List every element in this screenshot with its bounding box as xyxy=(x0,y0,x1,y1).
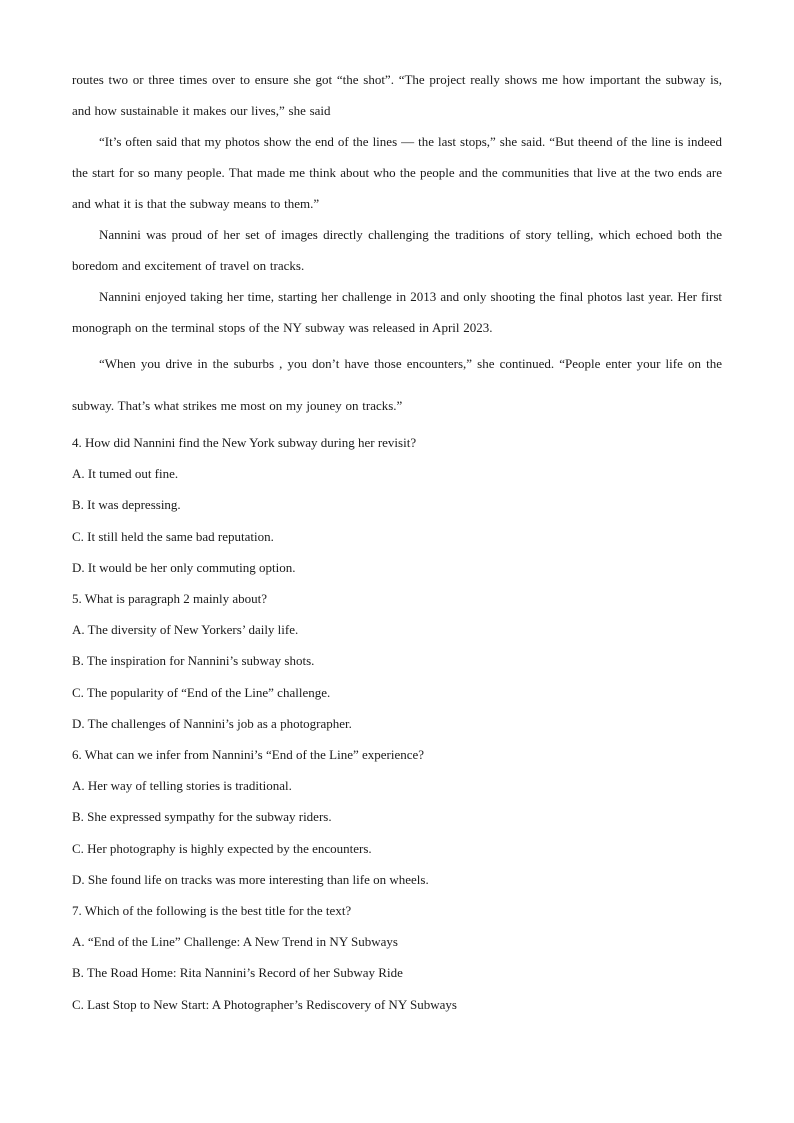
option-d: D. It would be her only commuting option. xyxy=(72,559,296,575)
question-7 xyxy=(72,895,722,1020)
option-c: C. It still held the same bad reputation. xyxy=(72,528,274,544)
passage-paragraph-3: Nannini was proud of her set of images directly challenging the traditions of story telling, which echoed both the boredom and excitement of travel on tracks. xyxy=(72,227,722,273)
question-stem: 4. How did Nannini find the New York subway during her revisit? xyxy=(72,435,417,450)
option-b: B. It was depressing. xyxy=(72,497,181,513)
option-a: A. The diversity of New Yorkers’ daily life. xyxy=(72,622,299,638)
option-c: C. Last Stop to New Start: A Photographer’s Rediscovery of NY Subways xyxy=(72,996,457,1012)
option-a: A. “End of the Line” Challenge: A New Trend in NY Subways xyxy=(72,934,398,950)
passage-paragraph-1: routes two or three times over to ensure she got “the shot”. “The project really shows me how important the subway is, and how sustainable it makes our lives,” she said xyxy=(72,72,722,118)
passage-paragraph-5: “When you drive in the suburbs , you don’t have those encounters,” she continued. “People enter your life on the subway. That’s what strikes me most on my jouney on tracks.” xyxy=(72,356,722,413)
option-d: D. She found life on tracks was more interesting than life on wheels. xyxy=(72,871,429,887)
option-b: B. The inspiration for Nannini’s subway shots. xyxy=(72,653,315,669)
passage-paragraph-4: Nannini enjoyed taking her time, starting her challenge in 2013 and only shooting the final photos last year. Her first monograph on the terminal stops of the NY subway was released in April 2023. xyxy=(72,289,722,335)
passage xyxy=(72,64,722,427)
question-5 xyxy=(72,583,722,739)
option-c: C. Her photography is highly expected by the encounters. xyxy=(72,840,372,856)
option-b: B. She expressed sympathy for the subway riders. xyxy=(72,809,332,825)
question-list xyxy=(72,427,722,1020)
option-d: D. The challenges of Nannini’s job as a photographer. xyxy=(72,715,352,731)
question-stem: 5. What is paragraph 2 mainly about? xyxy=(72,591,268,607)
document-page xyxy=(72,64,722,1020)
option-b: B. The Road Home: Rita Nannini’s Record of her Subway Ride xyxy=(72,965,403,981)
question-6 xyxy=(72,739,722,895)
option-a: A. Her way of telling stories is traditional. xyxy=(72,778,292,794)
question-4 xyxy=(72,427,722,583)
option-c: C. The popularity of “End of the Line” challenge. xyxy=(72,684,331,700)
question-stem: 6. What can we infer from Nannini’s “End of the Line” experience? xyxy=(72,747,425,763)
question-stem: 7. Which of the following is the best title for the text? xyxy=(72,903,352,919)
passage-paragraph-2: “It’s often said that my photos show the end of the lines — the last stops,” she said. “But theend of the line is indeed the start for so many people. That made me think about who the people and the communities that live at the two ends are and what it is that the subway means to them.” xyxy=(72,134,722,211)
option-a: A. It tumed out fine. xyxy=(72,466,179,482)
